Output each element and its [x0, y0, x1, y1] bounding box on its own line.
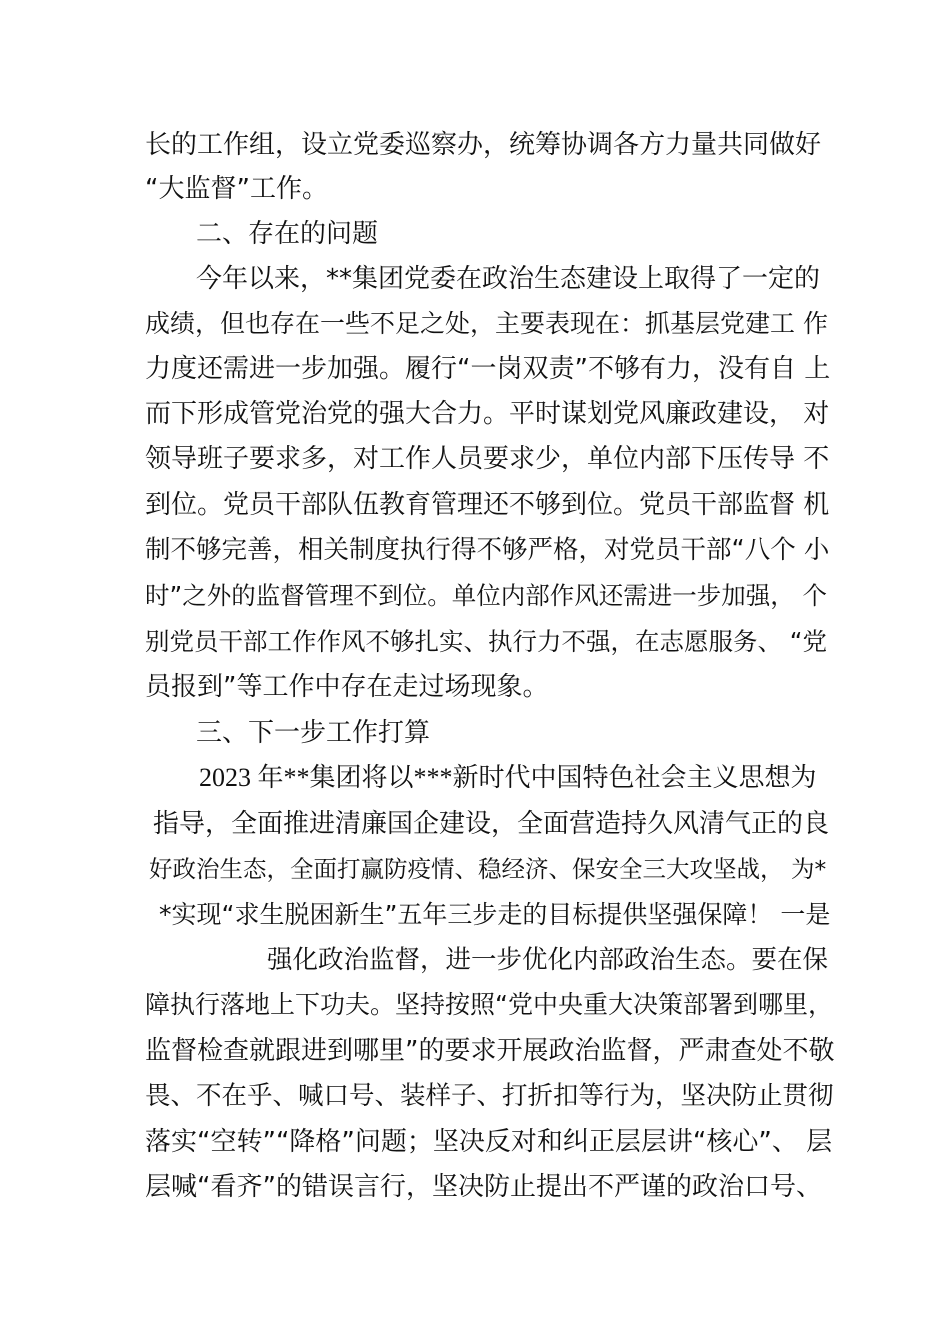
text-line: 好政治生态，全面打赢防疫情、稳经济、保安全三大攻坚战， 为*	[149, 855, 827, 883]
text-line: 今年以来，**集团党委在政治生态建设上取得了一定的	[196, 264, 821, 294]
text-line: 长的工作组，设立党委巡察办，统筹协调各方力量共同做好	[145, 130, 822, 160]
text-line: 别党员干部工作作风不够扎实、执行力不强，在志愿服务、 “党	[145, 627, 827, 656]
text-line: 落实“空转”“降格”问题；坚决反对和纠正层层讲“核心”、 层	[145, 1127, 833, 1157]
text-line: *实现“求生脱困新生”五年三步走的目标提供坚强保障！ 一是	[159, 900, 831, 929]
text-line: 障执行落地上下功夫。坚持按照“党中央重大决策部署到哪里，	[145, 990, 833, 1019]
text-line: 成绩，但也存在一些不足之处，主要表现在：抓基层党建工 作	[145, 309, 828, 338]
text-line: “大监督”工作。	[145, 174, 328, 204]
text-line: 到位。党员干部队伍教育管理还不够到位。党员干部监督 机	[145, 490, 830, 520]
text-line: 层喊“看齐”的错误言行，坚决防止提出不严谨的政治口号、	[145, 1172, 822, 1202]
text-line: 畏、不在乎、喊口号、装样子、打折扣等行为，坚决防止贯彻	[145, 1081, 834, 1111]
text-line: 员报到”等工作中存在走过场现象。	[145, 672, 549, 702]
text-line: 2023 年**集团将以***新时代中国特色社会主义思想为	[199, 763, 817, 792]
section-heading: 三、下一步工作打算	[196, 718, 431, 748]
text-line: 而下形成管党治党的强大合力。平时谋划党风廉政建设， 对	[145, 399, 830, 429]
text-line: 指导，全面推进清廉国企建设，全面营造持久风清气正的良	[153, 809, 830, 839]
text-line: 力度还需进一步加强。履行“一岗双责”不够有力，没有自 上	[145, 354, 831, 384]
text-line: 强化政治监督，进一步优化内部政治生态。要在保	[267, 945, 829, 975]
text-line: 领导班子要求多，对工作人员要求少，单位内部下压传导 不	[145, 444, 830, 474]
text-line: 监督检查就跟进到哪里”的要求开展政治监督，严肃查处不敬	[145, 1036, 835, 1066]
text-line: 制不够完善，相关制度执行得不够严格，对党员干部“八个 小	[145, 535, 830, 565]
section-heading: 二、存在的问题	[196, 219, 379, 249]
text-line: 时”之外的监督管理不到位。单位内部作风还需进一步加强， 个	[145, 581, 827, 610]
